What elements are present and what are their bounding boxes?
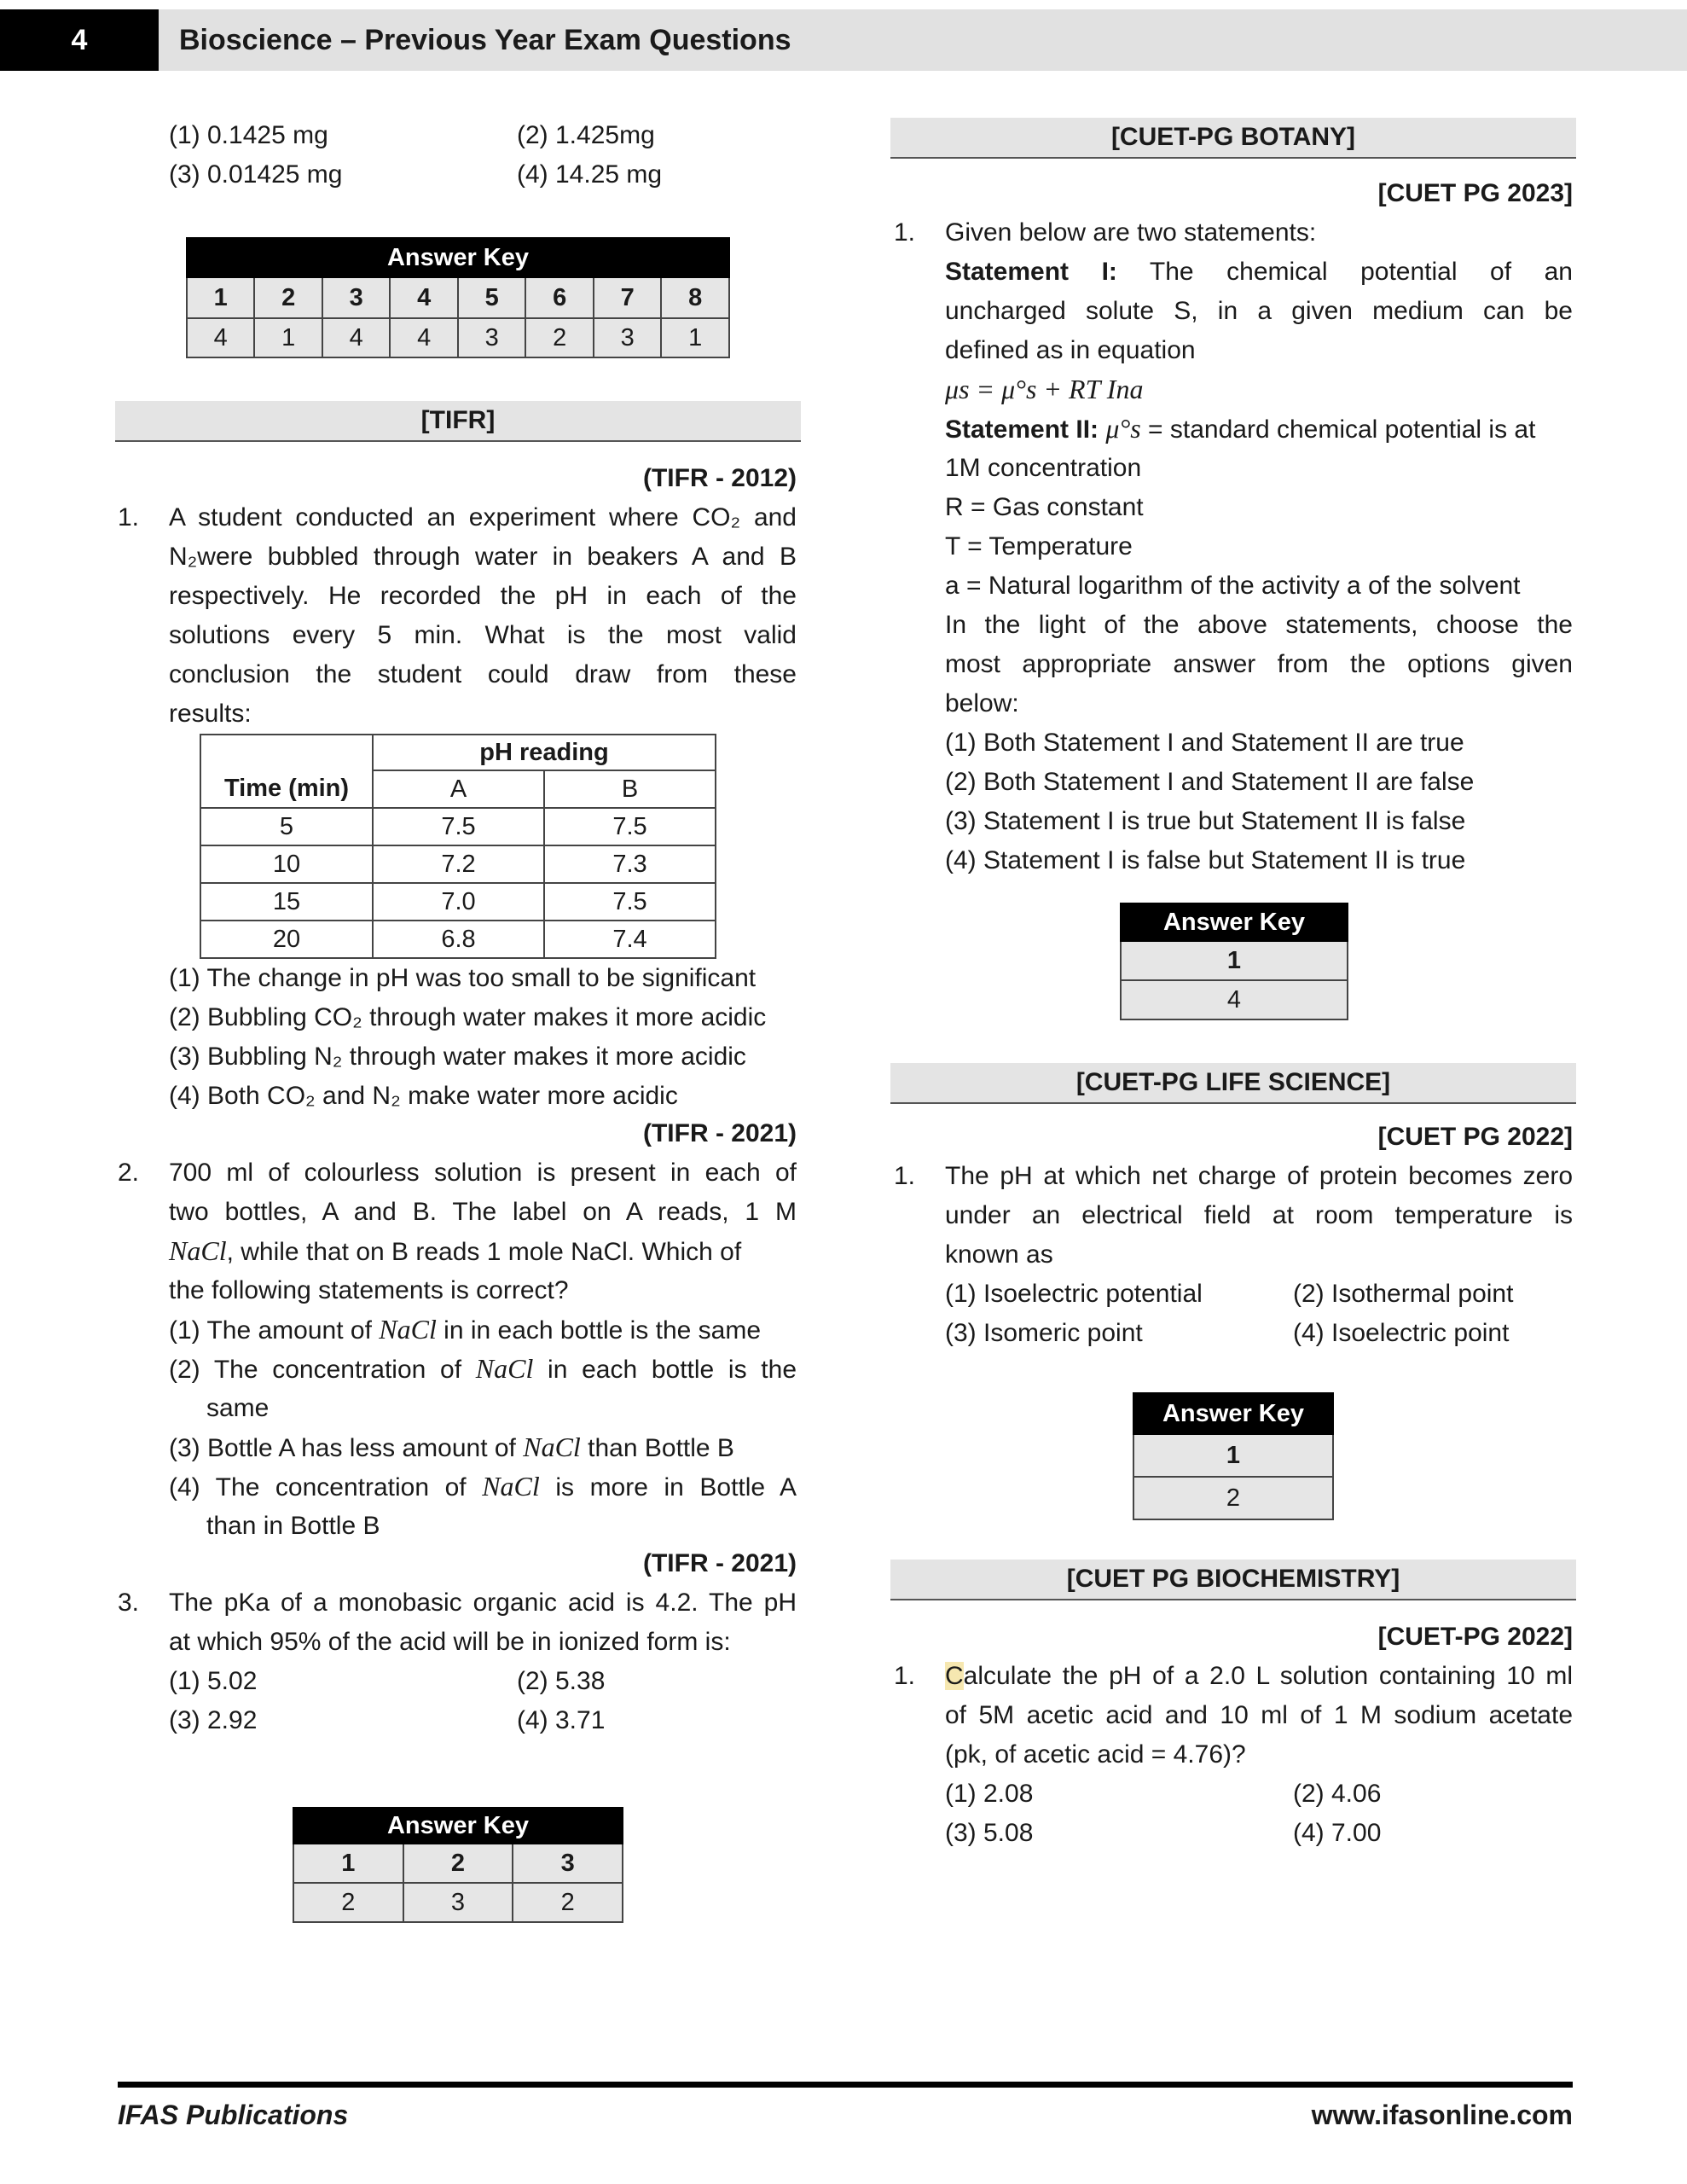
key-answer: 3 [403,1883,513,1922]
table-cell: 5 [200,808,373,845]
exam-tag: [CUET-PG 2022] [1377,1623,1573,1651]
option-text: (1) Both Statement I and Statement II are true [945,729,1464,757]
question-line: known as [945,1240,1053,1269]
option-text: (3) 0.01425 mg [169,160,343,189]
table-header-a: A [373,770,544,808]
key-question: 1 [1121,941,1348,980]
option-text: (1) 0.1425 mg [169,121,328,149]
question-number: 1. [894,218,916,247]
question-number: 2. [118,1159,140,1187]
key-question: 3 [322,277,390,318]
option-text: (2) 1.425mg [517,121,655,149]
key-question: 5 [458,277,525,318]
question-line: T = Temperature [945,532,1133,561]
section-heading: [CUET-PG BOTANY] [890,118,1576,159]
math-nacl: NaCl [169,1235,227,1266]
key-question: 1 [187,277,254,318]
option-text: same [206,1394,270,1422]
key-question: 1 [293,1844,403,1883]
option-text: than in Bottle B [206,1512,380,1540]
answer-key-title: Answer Key [293,1808,623,1844]
option-text: (4) 3.71 [517,1706,606,1734]
table-cell: 7.2 [373,845,544,883]
table-cell: 20 [200,921,373,958]
section-heading: [CUET PG BIOCHEMISTRY] [890,1560,1576,1600]
question-line: conclusion the student could draw from these [169,660,797,688]
option-text: (4) The concentration of NaCl is more in Bottle A [169,1471,797,1502]
question-number: 3. [118,1589,140,1617]
option-text: (1) The amount of NaCl in in each bottle is the same [169,1314,762,1345]
table-cell: 6.8 [373,921,544,958]
exam-tag: (TIFR - 2021) [642,1549,797,1577]
option-text: (2) Both Statement I and Statement II are false [945,768,1475,796]
question-line: A student conducted an experiment where CO₂ and [169,503,797,531]
table-cell: 7.3 [544,845,716,883]
section-heading: [CUET-PG LIFE SCIENCE] [890,1063,1576,1104]
section-heading: [TIFR] [115,401,801,442]
key-question: 4 [390,277,457,318]
key-question: 3 [513,1844,623,1883]
question-line: two bottles, A and B. The label on A reads, 1 M [169,1198,797,1226]
exam-tag: [CUET PG 2022] [1377,1123,1573,1151]
question-line: Calculate the pH of a 2.0 L solution containing 10 ml [945,1662,1573,1690]
option-text: (2) 5.38 [517,1667,606,1695]
option-text: (3) Bubbling N₂ through water makes it more acidic [169,1043,746,1071]
option-text: (1) 5.02 [169,1667,258,1695]
page-title: Bioscience – Previous Year Exam Questions [179,24,791,56]
page-number: 4 [0,9,159,71]
key-question: 2 [254,277,322,318]
question-line: Given below are two statements: [945,218,1317,247]
key-answer: 1 [254,318,322,357]
option-text: (4) Statement I is false but Statement II is true [945,846,1466,874]
exam-tag: (TIFR - 2012) [642,464,797,492]
key-answer: 3 [458,318,525,357]
key-answer: 1 [661,318,729,357]
answer-key-table [186,237,730,358]
option-text: (3) Isomeric point [945,1319,1143,1347]
ph-reading-table [200,734,716,959]
question-line: most appropriate answer from the options given [945,650,1573,678]
exam-tag: (TIFR - 2021) [642,1119,797,1147]
question-line: Statement II: μ°s = standard chemical potential is at [945,413,1536,444]
option-text: (1) 2.08 [945,1780,1034,1808]
table-header-b: B [544,770,716,808]
question-line: 700 ml of colourless solution is present in each of [169,1159,797,1187]
option-text: (4) 14.25 mg [517,160,663,189]
key-question: 2 [403,1844,513,1883]
question-line: The pH at which net charge of protein becomes zero [945,1162,1573,1190]
key-answer: 4 [187,318,254,357]
option-text: (2) The concentration of NaCl in each bottle is the [169,1353,797,1384]
table-group-header: pH reading [373,735,716,770]
key-question: 1 [1133,1434,1333,1477]
answer-key-title: Answer Key [187,238,729,277]
table-cell: 10 [200,845,373,883]
question-line: The pKa of a monobasic organic acid is 4.2. The pH [169,1589,797,1617]
question-line: defined as in equation [945,336,1196,364]
key-question: 8 [661,277,729,318]
question-line: at which 95% of the acid will be in ionized form is: [169,1628,731,1656]
exam-tag: [CUET PG 2023] [1377,179,1573,207]
option-text: (1) Isoelectric potential [945,1280,1203,1308]
table-cell: 7.5 [544,808,716,845]
key-question: 7 [594,277,661,318]
option-text: (2) Bubbling CO₂ through water makes it more acidic [169,1003,767,1031]
key-answer: 4 [1121,980,1348,1019]
key-answer: 2 [1133,1477,1333,1519]
question-line: the following statements is correct? [169,1276,569,1304]
option-text: (2) Isothermal point [1293,1280,1514,1308]
equation: μs = μ°s + RT Ina [945,374,1144,404]
question-line: uncharged solute S, in a given medium can be [945,297,1573,325]
key-answer: 4 [390,318,457,357]
table-cell: 7.4 [544,921,716,958]
footer-rule [118,2082,1573,2088]
question-number: 1. [118,503,140,531]
table-cell: 7.5 [373,808,544,845]
option-text: (4) 7.00 [1293,1819,1382,1847]
option-text: (3) 5.08 [945,1819,1034,1847]
question-line: Statement I: The chemical potential of an [945,258,1573,286]
option-text: (3) Bottle A has less amount of NaCl than Bottle B [169,1432,734,1462]
question-line: NaCl, while that on B reads 1 mole NaCl. Which of [169,1235,742,1266]
question-number: 1. [894,1162,916,1190]
option-text: (3) 2.92 [169,1706,258,1734]
option-text: (2) 4.06 [1293,1780,1382,1808]
key-answer: 2 [525,318,593,357]
question-line: a = Natural logarithm of the activity a of the solvent [945,572,1521,600]
option-text: (3) Statement I is true but Statement II is false [945,807,1466,835]
question-line: solutions every 5 min. What is the most valid [169,621,797,649]
key-answer: 2 [293,1883,403,1922]
question-number: 1. [894,1662,916,1690]
answer-key-table [1120,903,1348,1020]
answer-key-title: Answer Key [1133,1393,1333,1434]
key-question: 6 [525,277,593,318]
key-answer: 4 [322,318,390,357]
question-line: under an electrical field at room temperature is [945,1201,1573,1229]
table-cell: 15 [200,883,373,921]
question-line: below: [945,689,1019,717]
table-cell: 7.0 [373,883,544,921]
key-answer: 2 [513,1883,623,1922]
question-line: N₂were bubbled through water in beakers A and B [169,543,797,571]
table-header-time: Time (min) [200,770,373,808]
question-line: In the light of the above statements, choose the [945,611,1573,639]
option-text: (4) Isoelectric point [1293,1319,1510,1347]
table-cell: 7.5 [544,883,716,921]
option-text: (4) Both CO₂ and N₂ make water more acidic [169,1082,678,1110]
footer-website: www.ifasonline.com [1311,2100,1573,2130]
question-line: 1M concentration [945,454,1142,482]
answer-key-title: Answer Key [1121,903,1348,941]
answer-key-table [1133,1392,1334,1520]
answer-key-table [293,1807,623,1923]
key-answer: 3 [594,318,661,357]
question-line: (pk, of acetic acid = 4.76)? [945,1740,1246,1769]
question-line: of 5M acetic acid and 10 ml of 1 M sodium acetate [945,1701,1573,1729]
footer-publisher: IFAS Publications [118,2100,349,2130]
question-line: results: [169,700,252,728]
question-line: respectively. He recorded the pH in each of the [169,582,797,610]
option-text: (1) The change in pH was too small to be significant [169,964,757,992]
question-line: R = Gas constant [945,493,1144,521]
